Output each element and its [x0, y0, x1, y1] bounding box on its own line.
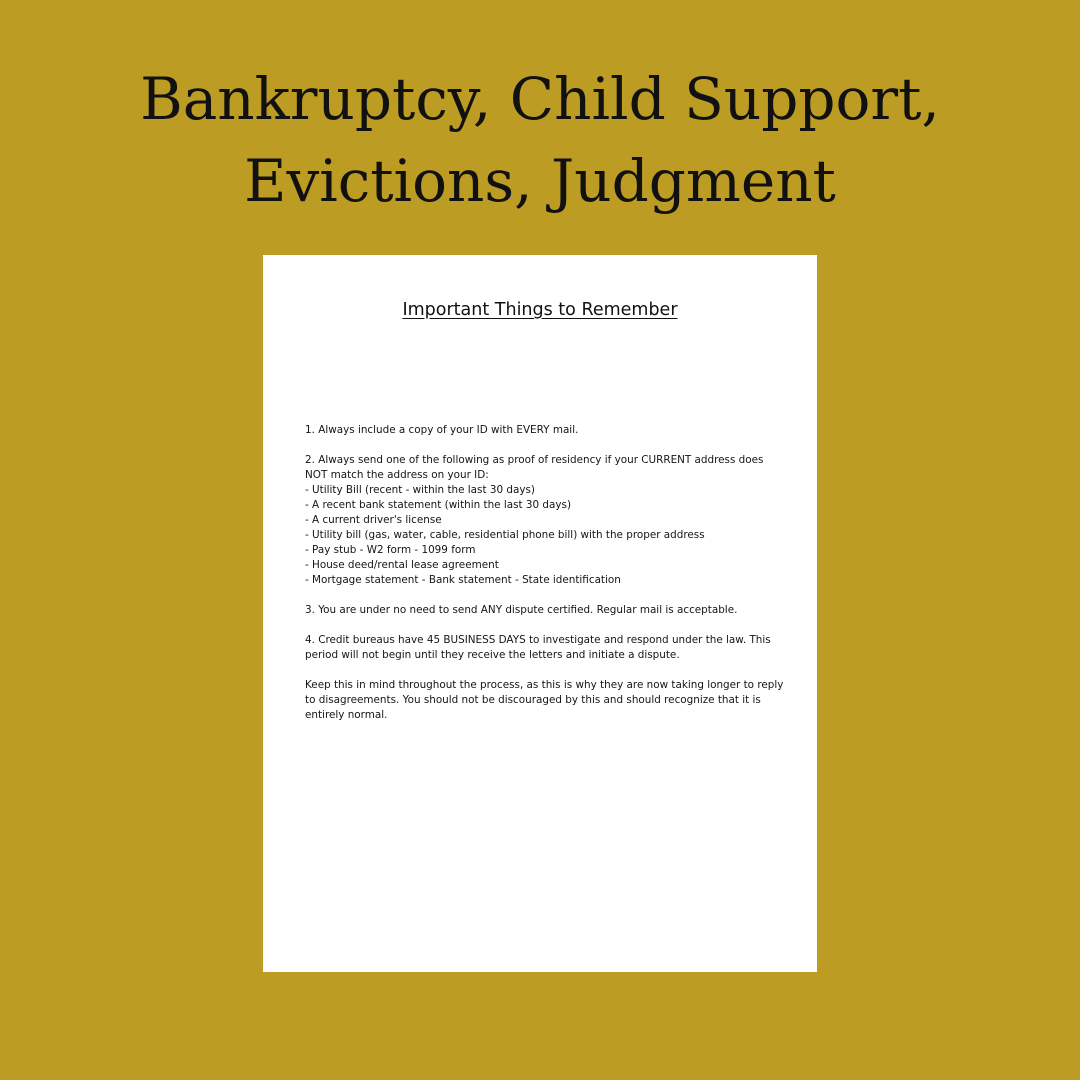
list-item: - House deed/rental lease agreement	[305, 559, 499, 571]
list-item: - Utility bill (gas, water, cable, residential phone bill) with the proper address	[305, 529, 705, 541]
item-1: 1. Always include a copy of your ID with EVERY mail.	[305, 424, 579, 436]
document-page	[263, 255, 817, 972]
item-2	[305, 453, 785, 588]
item-4: 4. Credit bureaus have 45 BUSINESS DAYS to investigate and respond under the law. This period will not begin until they receive the letters and initiate a dispute.	[305, 634, 771, 661]
headline	[0, 58, 1080, 222]
list-item: - A recent bank statement (within the last 30 days)	[305, 499, 572, 511]
closing-paragraph: Keep this in mind throughout the process, as this is why they are now taking longer to reply to disagreements. You should not be discouraged by this and should recognize that it is entirely normal.	[305, 679, 784, 721]
headline-line-2: Evictions, Judgment	[244, 147, 836, 215]
headline-line-1: Bankruptcy, Child Support,	[140, 65, 940, 133]
list-item: - Mortgage statement - Bank statement - State identification	[305, 574, 621, 586]
document-body	[305, 423, 785, 738]
document-title: Important Things to Remember	[402, 300, 678, 320]
list-item: - Pay stub - W2 form - 1099 form	[305, 544, 476, 556]
item-3: 3. You are under no need to send ANY dispute certified. Regular mail is acceptable.	[305, 604, 738, 616]
list-item: - Utility Bill (recent - within the last 30 days)	[305, 484, 535, 496]
item-2-intro: 2. Always send one of the following as proof of residency if your CURRENT address does NOT match the address on your ID:	[305, 454, 764, 481]
list-item: - A current driver's license	[305, 514, 442, 526]
